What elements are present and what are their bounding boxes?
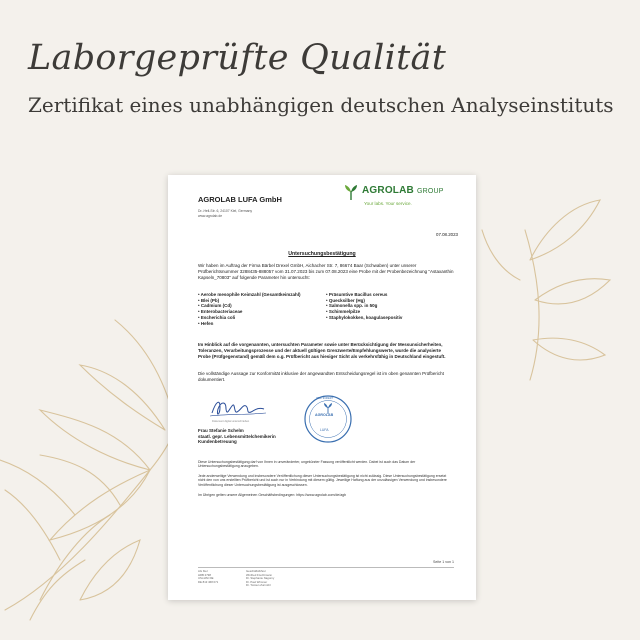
conclusion-paragraph: Im Hinblick auf die vorgenannten, untersuchten Parameter sowie unter Berücksichtigung der Messunsicherheiten, Toleranzen, Verarbeitungsprozesse und der aktuell gültigen Grenzwerte/Empfehlungswerte, wurde die analysierte Probe (Prüfgegenstand) gemäß dem o.g. Prüfbericht aus hiesiger Sicht als verkehrsfähig in Deutschland eingestuft.	[198, 342, 446, 359]
document-heading: Untersuchungsbestätigung	[288, 251, 356, 257]
list-item: • Quecksilber (Hg)	[326, 298, 454, 304]
logo-tagline: Your labs. Your service.	[364, 201, 412, 206]
list-item: • Enterobacteriaceae	[198, 309, 326, 315]
headline: Laborgeprüfte Qualität	[28, 38, 447, 78]
list-item: • Cadmium (Cd)	[198, 303, 326, 309]
page-number: Seite 1 von 1	[433, 560, 454, 564]
list-item: • Staphylokokken, koagulasepositiv	[326, 315, 454, 321]
fine-print-3: Im Übrigen gelten unsere Allgemeinen Geschäftsbedingungen: https://www.agrolab.com/de/agb	[198, 493, 347, 497]
stamp-label-main: AGROLAB	[315, 413, 334, 417]
company-name: AGROLAB LUFA GmbH	[198, 195, 282, 204]
list-item: • Hefen	[198, 321, 326, 327]
footer-registration: AG Kiel HRB 2798 USt-IdNr DE DE 813 468 071	[198, 569, 219, 584]
stamp-label-top: ZERTIFIZIERT	[316, 397, 334, 400]
agrolab-logo	[342, 183, 462, 217]
signer-name: Frau Stefanie Schelm	[198, 428, 244, 433]
conformity-paragraph: Die vollständige Aussage zur Konformität inklusive der angewandten Entscheidungsregel ist im oben genannten Prüfbericht dokumentiert.	[198, 371, 444, 382]
fine-print-1: Diese Untersuchungsbestätigung darf von Ihnen in unveränderter, ungekürzter Fassung veröffentlicht werden. Dabei ist auch das Datum der Untersuchungsbestätigung anzugeben.	[198, 460, 416, 469]
footer-divider	[198, 567, 454, 568]
certificate-document	[168, 175, 476, 600]
signature-caption: Dokument digital unterschrieben	[212, 420, 250, 423]
signer-department: Kundenbetreuung	[198, 439, 237, 445]
signer-block	[198, 428, 276, 445]
list-item: • Escherichia coli	[198, 315, 326, 321]
list-item: • Salmonella spp. in 50g	[326, 303, 454, 309]
logo-group: GROUP	[416, 188, 444, 195]
stamp-label-sub: LUFA	[320, 428, 329, 432]
list-item: • Präsumtive Bacillus cereus	[326, 292, 454, 298]
list-item: • Schimmelpilze	[326, 309, 454, 315]
signature-icon	[208, 395, 268, 421]
list-item: • Aerobe mesophile Keimzahl (Gesamtkeimzahl)	[198, 292, 326, 298]
leaf-icon	[342, 183, 360, 201]
subheadline: Zertifikat eines unabhängigen deutschen Analyseinstituts	[28, 93, 614, 117]
logo-brand: AGROLAB	[362, 185, 414, 196]
parameter-column-left	[198, 292, 326, 326]
list-item: • Blei (Pb)	[198, 298, 326, 304]
intro-paragraph: Wir haben im Auftrag der Firma Bärbel Drexel GmbH, Aichacher Str. 7, 86674 Baar (Schwaben) unter unserer Prüfberichtsnummer 3288435-888057 vom 31.07.2023 bis zum 07.08.2023 eine Probe mit der Probenbezeichnung "Astaxanthin Kapseln_70803" auf folgende Parameter hin untersucht:	[198, 263, 454, 280]
certification-stamp-icon	[303, 394, 353, 444]
footer-management: Geschäftsführer Winfried Fruchtmann Dr. Stephanie Nagorny Dr. Paul Wimmer Dr. Torsten Zurmühl	[246, 569, 275, 588]
parameter-list	[198, 292, 454, 326]
fine-print-2: Jede anderweitige Verwendung und insbesondere Veröffentlichung dieser Untersuchungsbestätigung ist nicht zulässig. Diese Untersuchungsbestätigung ersetzt nicht den von uns erstellten Prüfbericht und ist auch nur in Verbindung mit diesem gültig. Jeweilige Haftung aus der unzulässigen Verwendung und insbesondere Veröffentlichung dieser Untersuchungsbestätigung ist ausgeschlossen.	[198, 474, 447, 487]
parameter-column-right	[326, 292, 454, 326]
company-address: Dr.-Hell-Str. 6, 24107 Kiel, Germany www.agrolab.de	[198, 209, 253, 218]
document-date: 07.08.2023	[436, 232, 458, 237]
signer-title: staatl. gepr. Lebensmittelchemikerin	[198, 433, 276, 439]
